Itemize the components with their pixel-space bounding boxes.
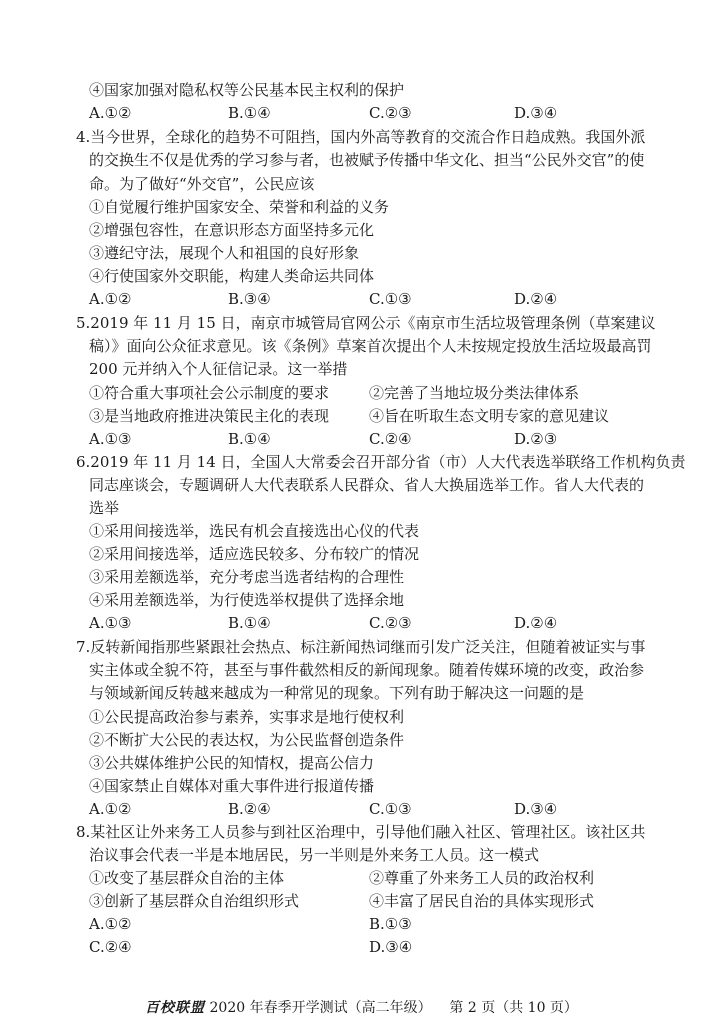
q5-stem-line-1: 5.2019 年 11 月 15 日，南京市城管局官网公示《南京市生活垃圾管理条例（草案建议 [76, 314, 656, 332]
q4-stem-line-3: 命。为了做好“外交官”，公民应该 [89, 175, 315, 193]
q4-option-a: A.①② [89, 290, 132, 308]
q3-option-c: C.②③ [369, 104, 412, 122]
q5-stem-line-3: 200 元并纳入个人征信记录。这一举措 [89, 360, 348, 378]
q7-item-3: ③公共媒体维护公民的知情权，提高公信力 [89, 754, 375, 772]
q8-item-3: ③创新了基层群众自治组织形式 [89, 892, 300, 910]
q4-option-d: D.②④ [514, 290, 558, 308]
q8-stem-line-2: 治议事会代表一半是本地居民，另一半则是外来务工人员。这一模式 [89, 846, 540, 864]
footer-exam-title: 2020 年春季开学测试（高二年级） [209, 1000, 432, 1016]
page-footer [0, 997, 723, 1017]
q4-stem-line-2: 的交换生不仅是优秀的学习参与者，也被赋予传播中华文化、担当“公民外交官”的使 [89, 151, 645, 169]
q8-item-1: ①改变了基层群众自治的主体 [89, 869, 285, 887]
q7-stem-line-2: 实主体或全貌不符，甚至与事件截然相反的新闻现象。随着传媒环境的改变，政治参 [89, 661, 645, 679]
q7-option-c: C.①③ [369, 800, 412, 818]
q5-item-4: ④旨在听取生态文明专家的意见建议 [369, 407, 610, 425]
footer-brand-logo: 百校联盟 [145, 1000, 206, 1016]
q6-item-2: ②采用间接选举，适应选民较多、分布较广的情况 [89, 545, 420, 563]
q5-option-a: A.①③ [89, 430, 132, 448]
q5-option-d: D.②③ [514, 430, 558, 448]
q5-item-1: ①符合重大事项社会公示制度的要求 [89, 384, 330, 402]
q3-option-b: B.①④ [228, 104, 271, 122]
q3-item-4: ④国家加强对隐私权等公民基本民主权利的保护 [89, 81, 405, 99]
q8-option-a: A.①② [89, 915, 132, 933]
q6-stem-line-1: 6.2019 年 11 月 14 日，全国人大常委会召开部分省（市）人大代表选举联络工作机构负责 [76, 453, 686, 471]
q6-option-d: D.②④ [514, 614, 558, 632]
q6-stem-line-3: 选举 [89, 499, 120, 517]
q3-option-a: A.①② [89, 104, 132, 122]
q7-option-d: D.③④ [514, 800, 558, 818]
q8-option-d: D.③④ [369, 938, 413, 956]
q7-item-2: ②不断扩大公民的表达权，为公民监督创造条件 [89, 731, 405, 749]
q7-stem-line-1: 7.反转新闻指那些紧跟社会热点、标注新闻热词继而引发广泛关注，但随着被证实与事 [76, 638, 646, 656]
q8-item-4: ④丰富了居民自治的具体实现形式 [369, 892, 595, 910]
q6-option-c: C.②③ [369, 614, 412, 632]
q6-item-3: ③采用差额选举，充分考虑当选者结构的合理性 [89, 568, 405, 586]
q8-stem-line-1: 8.某社区让外来务工人员参与到社区治理中，引导他们融入社区、管理社区。该社区共 [76, 823, 646, 841]
q5-option-b: B.①④ [228, 430, 271, 448]
q4-option-c: C.①③ [369, 290, 412, 308]
q6-stem-line-2: 同志座谈会，专题调研人大代表联系人民群众、省人大换届选举工作。省人大代表的 [89, 476, 645, 494]
q7-stem-line-3: 与领域新闻反转越来越成为一种常见的现象。下列有助于解决这一问题的是 [89, 684, 585, 702]
q7-item-1: ①公民提高政治参与素养，实事求是地行使权利 [89, 708, 405, 726]
footer-page-number: 第 2 页（共 10 页） [449, 1000, 578, 1016]
q8-option-b: B.①③ [369, 915, 412, 933]
q8-item-2: ②尊重了外来务工人员的政治权利 [369, 869, 595, 887]
q7-option-b: B.②④ [228, 800, 271, 818]
q4-item-4: ④行使国家外交职能，构建人类命运共同体 [89, 267, 375, 285]
q4-item-3: ③遵纪守法，展现个人和祖国的良好形象 [89, 244, 360, 262]
q3-option-d: D.③④ [514, 104, 558, 122]
q4-item-2: ②增强包容性，在意识形态方面坚持多元化 [89, 221, 375, 239]
q7-item-4: ④国家禁止自媒体对重大事件进行报道传播 [89, 777, 375, 795]
q6-item-4: ④采用差额选举，为行使选举权提供了选择余地 [89, 591, 405, 609]
q7-option-a: A.①② [89, 800, 132, 818]
q8-option-c: C.②④ [89, 938, 132, 956]
q5-stem-line-2: 稿）》面向公众征求意见。该《条例》草案首次提出个人未按规定投放生活垃圾最高罚 [89, 337, 652, 355]
q6-option-a: A.①③ [89, 614, 132, 632]
q4-item-1: ①自觉履行维护国家安全、荣誉和利益的义务 [89, 198, 390, 216]
q5-item-3: ③是当地政府推进决策民主化的表现 [89, 407, 330, 425]
q6-item-1: ①采用间接选举，选民有机会直接选出心仪的代表 [89, 522, 420, 540]
q4-stem-line-1: 4.当今世界，全球化的趋势不可阻挡，国内外高等教育的交流合作日趋成熟。我国外派 [76, 128, 646, 146]
q4-option-b: B.③④ [228, 290, 271, 308]
q5-option-c: C.②④ [369, 430, 412, 448]
q5-item-2: ②完善了当地垃圾分类法律体系 [369, 384, 580, 402]
q6-option-b: B.①④ [228, 614, 271, 632]
